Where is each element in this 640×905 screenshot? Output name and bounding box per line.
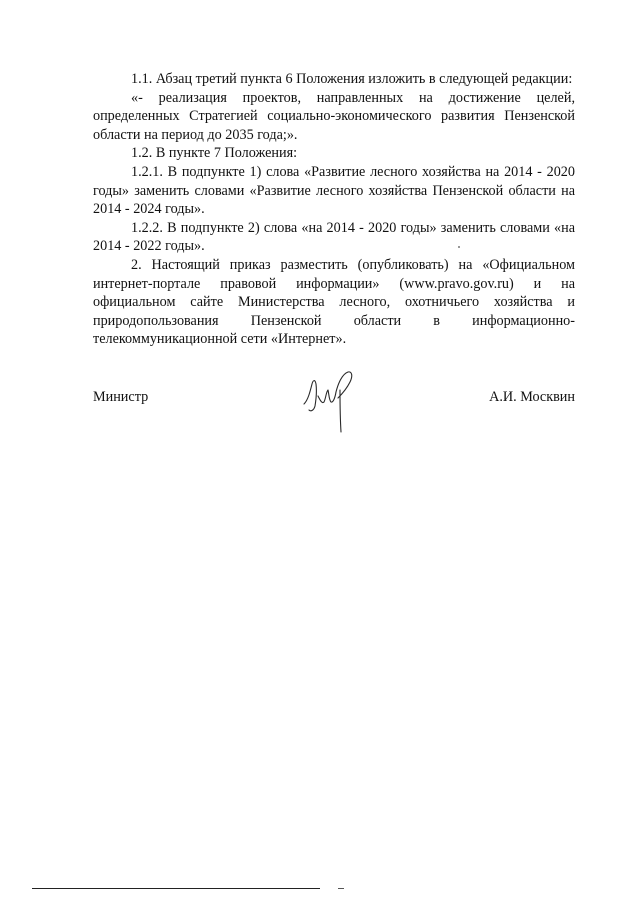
paragraph-1-1: 1.1. Абзац третий пункта 6 Положения изложить в следующей редакции:	[131, 71, 573, 87]
footer-dash	[338, 888, 344, 889]
paragraph-1-2-1: 1.2.1. В подпункте 1) слова «Развитие лесного хозяйства на 2014 - 2020 годы» заменить словами «Развитие лесного хозяйства Пензенской области на 2014 - 2024 годы».	[93, 163, 575, 218]
document-body	[93, 70, 575, 349]
paragraph-quote: «- реализация проектов, направленных на достижение целей, определенных Стратегией социально-экономического развития Пензенской области на период до 2035 года;».	[93, 89, 575, 143]
handwritten-signature	[298, 366, 362, 436]
paragraph-2: 2. Настоящий приказ разместить (опубликовать) на «Официальном интернет-портале правовой информации» (www.pravo.gov.ru) и на официальном сайте Министерства лесного, охотничьего хозяйства и природопользования Пензенской области в информационно-телекоммуникационной сети «Интернет».	[93, 256, 575, 348]
paragraph-1-2: 1.2. В пункте 7 Положения:	[131, 145, 298, 162]
signatory-name: А.И. Москвин	[489, 389, 575, 405]
scan-speck	[458, 246, 460, 248]
footer-rule	[32, 888, 320, 889]
paragraph-1-2-2: 1.2.2. В подпункте 2) слова «на 2014 - 2020 годы» заменить словами «на 2014 - 2022 годы».	[93, 219, 575, 255]
signatory-title: Министр	[93, 389, 149, 405]
